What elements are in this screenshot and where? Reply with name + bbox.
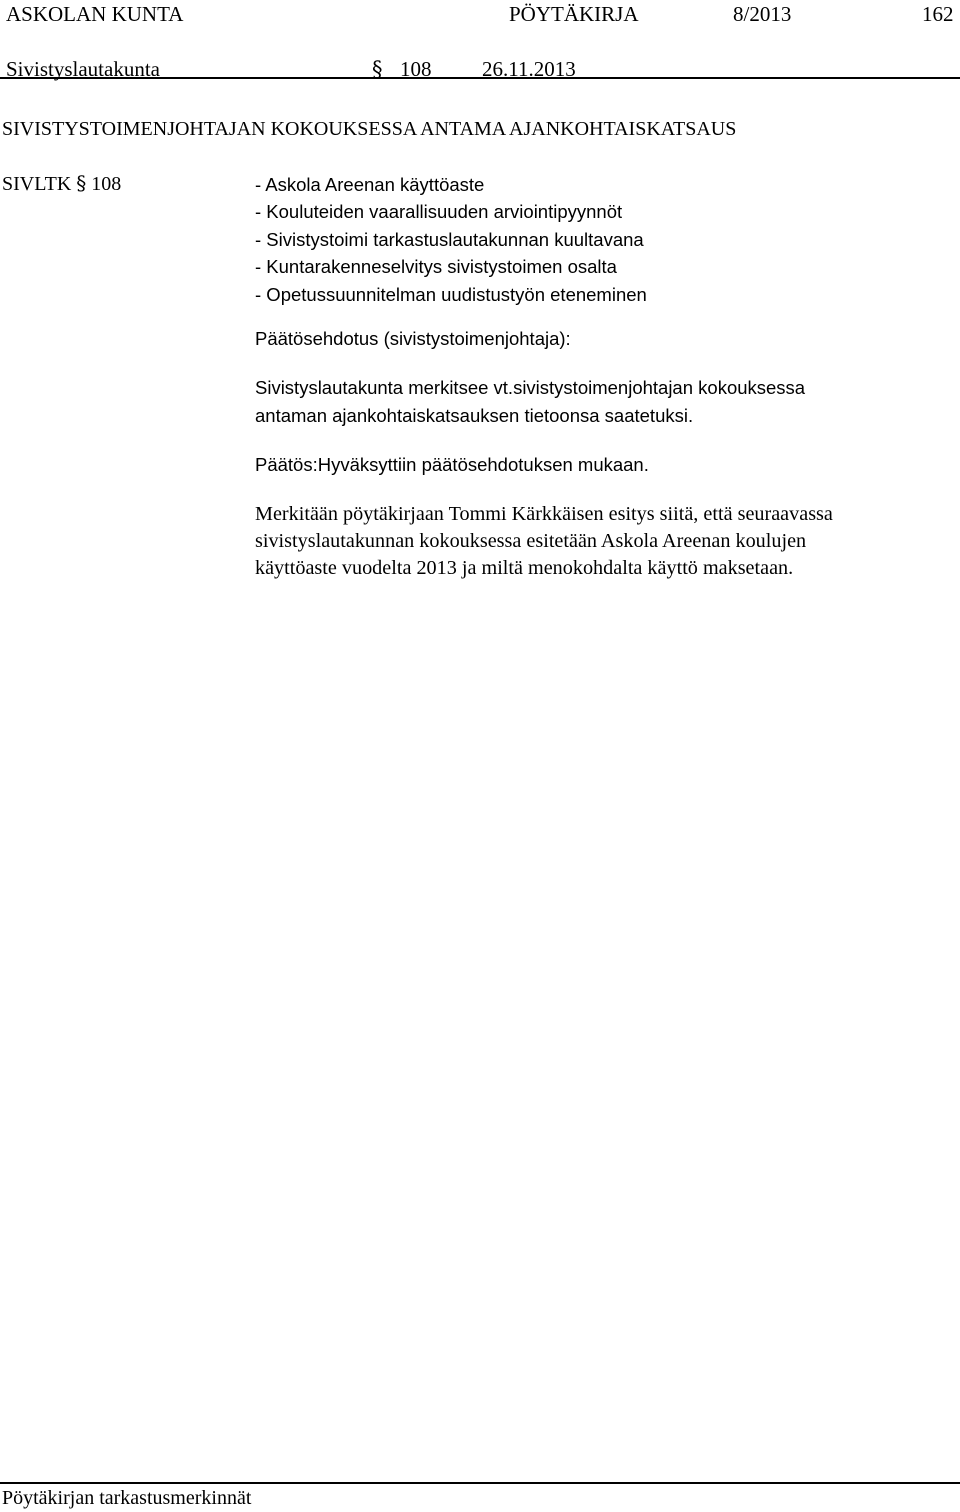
agenda-list (255, 171, 955, 308)
footer-text: Pöytäkirjan tarkastusmerkinnät (2, 1487, 252, 1509)
agenda-item: - Sivistystoimi tarkastuslautakunnan kuultavana (255, 228, 644, 250)
note-text (255, 501, 955, 583)
agenda-item: - Opetussuunnitelman uudistustyön eteneminen (255, 283, 647, 305)
footer-divider (0, 1482, 960, 1484)
page-title: SIVISTYSTOIMENJOHTAJAN KOKOUKSESSA ANTAMA AJANKOHTAISKATSAUS (2, 118, 737, 140)
proposal-heading: Päätösehdotus (sivistystoimenjohtaja): (255, 328, 571, 350)
main-content (255, 171, 955, 583)
page-number: 162 (922, 2, 954, 26)
document-number: 8/2013 (733, 2, 792, 26)
section-label (2, 171, 121, 196)
proposal-line: Sivistyslautakunta merkitsee vt.sivistystoimenjohtajan kokouksessa (255, 377, 806, 399)
note-line: Merkitään pöytäkirjaan Tommi Kärkkäisen esitys siitä, että seuraavassa (255, 502, 833, 525)
agenda-item: - Kuntarakenneselvitys sivistystoimen osalta (255, 256, 617, 278)
section-number: 108 (91, 173, 122, 195)
proposal-text (255, 374, 955, 429)
document-type: PÖYTÄKIRJA (509, 2, 639, 26)
note-line: sivistyslautakunnan kokouksessa esitetään Askola Areenan koulujen (255, 530, 807, 553)
meeting-date: 26.11.2013 (482, 57, 576, 81)
header-divider (0, 77, 960, 79)
proposal-line: antaman ajankohtaiskatsauksen tietoonsa saatetuksi. (255, 404, 694, 426)
agenda-item: - Kouluteiden vaarallisuuden arviointipyynnöt (255, 201, 623, 223)
header-section-sign: § (372, 57, 383, 81)
decision-text: Päätös:Hyväksyttiin päätösehdotuksen mukaan. (255, 454, 649, 476)
agenda-item: - Askola Areenan käyttöaste (255, 174, 485, 195)
section-code: SIVLTK (2, 173, 72, 195)
municipality-name: ASKOLAN KUNTA (6, 2, 184, 26)
header-section-number: 108 (400, 57, 432, 81)
committee-name: Sivistyslautakunta (6, 57, 160, 81)
section-sign: § (76, 171, 87, 195)
note-line: käyttöaste vuodelta 2013 ja miltä menokohdalta käyttö maksetaan. (255, 557, 794, 580)
